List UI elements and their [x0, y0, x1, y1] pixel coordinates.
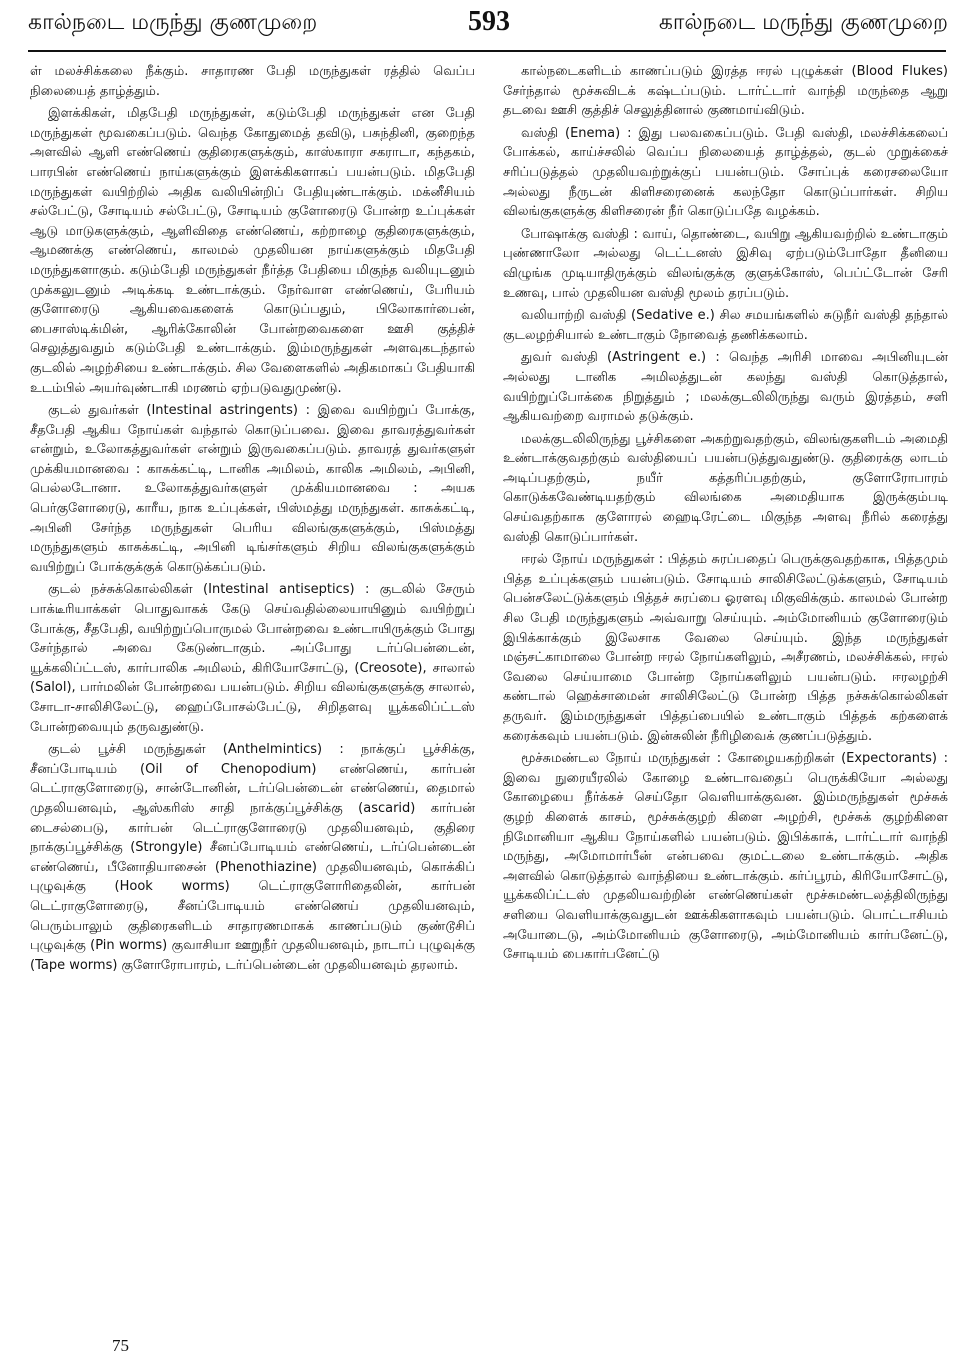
page-header: [28, 6, 948, 46]
paragraph: மலக்குடலிலிருந்து பூச்சிகளை அகற்றுவதற்கும், விலங்குகளிடம் அமைதி உண்டாக்குவதற்கும் வஸ்தியைப் பயன்படுத்துவதுண்டு. குதிரைக்கு லாடம் அடிப்பதற்கும், நயீர் கத்தரிப்பதற்கும், குளோரோபாரம் கொடுக்கவேண்டியதற்கும் விலங்கை அமைதியாக இருக்கும்படி செய்வதற்காக குளோரல் ஹைடிரேட்டை மிகுந்த அளவு நீரில் கரைத்து வஸ்தி கொடுப்பார்கள்.: [503, 431, 948, 545]
paragraph: ள் மலச்சிக்கலை நீக்கும். சாதாரண பேதி மருந்துகள் ரத்தில் வெப்ப நிலையைத் தாழ்த்தும்.: [30, 64, 475, 99]
paragraph: இளக்கிகள், மிதபேதி மருந்துகள், கடும்பேதி மருந்துகள் என பேதி மருந்துகள் மூவகைப்படும். வெந்த கோதுமைத் தவிடு, பசுந்தினி, குறைந்த அளவில் ஆளி எண்ணெய் குதிரைகளுக்கும், காஸ்காரா சகராடா, கந்தகம், பாரபின் எண்ணெய் நாய்களுக்கும் இளக்கிகளாகப் பயன்படும். மிதபேதி மருந்துகள் வயிற்றில் அதிக வலியின்றிப் பேதியுண்டாக்கும். மக்னீசியம் சல்பேட்டு, சோடியம் சல்பேட்டு, சோடியம் குளோரைடு போன்ற உப்புக்கள் ஆடு மாடுகளுக்கும், ஆளிவிதை எண்ணெய், கற்றாழை குதிரைகளுக்கும், ஆமணக்கு எண்ணெய், காலமல் முதலியன நாய்களுக்கும் மிதபேதி மருந்துகளாகும். கடும்பேதி மருந்துகள் நீர்த்த பேதியை மிகுந்த வலியுடனும் முக்கலுடனும் அடிக்கடி உண்டாக்கும். நேர்வாள எண்ணெய், பேரியம் குளோரைடு ஆகியவைகளைக் கொடுப்பதும், பிலோகார்பைன், பைசாஸ்டிக்மின், ஆரிக்கோலின் போன்றவைகளை ஊசி குத்திச் செலுத்துவதும் கடும்பேதி உண்டாக்கும். இம்மருந்துகள் அளவுகடந்தால் குடலில் அழற்சியை உண்டாக்கும். சில வேளைகளில் அதிகமாகப் பேதியாகி உடம்பில் அயர்வுண்டாகி மரணம் ஏற்படுவதுமுண்டு.: [30, 106, 475, 396]
paragraph: ஈரல் நோய் மருந்துகள் : பித்தம் சுரப்பதைப் பெருக்குவதற்காக, பித்தமும் பித்த உப்புக்களும் பயன்படும். சோடியம் சாலிசிலேட்டுக்களும், சோடியம் பென்சலேட்டுக்களும் பித்தச் சுரப்பை ஓரளவு மிகுவிக்கும். காலமல் போன்ற சில பேதி மருந்துகளும் அவ்வாறு செய்யும். அம்மோனியம் குளோரைடும் இபிக்காக்கும் இலேசாக வேலை செய்யும். இந்த மருந்துகள் மஞ்சட்காமாலை போன்ற ஈரல் நோய்களிலும், அசீரணம், மலச்சிக்கல், ஈரல் வேலை செய்யாமை போன்ற நோய்களிலும் பயன்படும். ஈரலழற்சி கண்டால் ஹெக்சாமைன் சாலிசிலேட்டு போன்ற பித்த நச்சுக்கொல்லிகள் தருவர். இம்மருந்துகள் பித்தப்பையில் உண்டாகும் பித்தக் கற்களைக் கரைக்கவும் பயன்படும். இன்சுலின் நீரிழிவைக் குணப்படுத்தும்.: [503, 552, 948, 744]
page-number: 593: [468, 6, 510, 37]
paragraph: மூச்சுமண்டல நோய் மருந்துகள் : கோழையகற்றிகள் (Expectorants) : இவை நுரையீரலில் கோழை உண்டாவதைப் பெருக்கியோ அல்லது கோழையை நீர்க்கச் செய்தோ வெளியாக்குவன. இம்மருந்துகள் மூச்சுக் குழற் கிளைக் காசம், மூச்சுக்குழற் கிளை அழற்சி, மூச்சுக் குழற்கிளை நிமோனியா ஆகிய நோய்களில் பயன்படும். இபிக்காக், டார்ட்டார் வாந்தி மருந்து, அமோமார்பீன் என்பவை குமட்டலை உண்டாக்கும். அதிக அளவில் கொடுத்தால் வாந்தியை உண்டாக்கும். கர்ப்பூரம், கிரியோசோட்டு, யூக்கலிப்ட்டஸ் முதலியவற்றின் எண்ணெய்கள் மூச்சுமண்டலத்திலிருந்து சளியை வெளியாக்குவதுடன் ஊக்கிகளாகவும் பயன்படும். பொட்டாசியம் அயோடைடு, அம்மோனியம் குளோரைடு, அம்மோனியம் கார்பனேட்டு, சோடியம் பைகார்பனேட்டு: [503, 751, 948, 963]
paragraph: குடல் நச்சுக்கொல்லிகள் (Intestinal antiseptics) : குடலில் சேரும் பாக்டீரியாக்கள் பொதுவாகக் கேடு செய்வதில்லையாயினும் வயிற்றுப் போக்கு, சீதபேதி, வயிற்றுப்பொருமல் போன்றவை உண்டாயிருக்கும் போது சேர்ந்தால் அவை கேடுண்டாகும். அப்போது டர்ப்பென்டைன், யூக்கலிப்ட்டஸ், கார்பாலிக அமிலம், கிரியோசோட்டு, (Creosote), சாலால் (Salol), பார்மலின் போன்றவை பயன்படும். சிறிய விலங்குகளுக்கு சாலால், சோடா-சாலிசிலேட்டு, ஹைப்போசல்பேட்டு, சிறிதளவு யூக்கலிப்ட்டஸ் போன்றவையும் தருவதுண்டு.: [30, 582, 475, 735]
paragraph: குடல் துவர்கள் (Intestinal astringents) : இவை வயிற்றுப் போக்கு, சீதபேதி ஆகிய நோய்கள் வந்தால் கொடுப்பவை. இவை தாவரத்துவர்கள் என்றும், உலோகத்துவர்கள் என்றும் இருவகைப்படும். தாவரத் துவர்களுள் முக்கியமானவை : காசுக்கட்டி, டானிக அமிலம், காலிக அமிலம், அபினி, பெல்லடோனா. உலோகத்துவர்களுள் முக்கியமானவை : அயக பெர்குளோரைடு, காரீய, நாக உப்புக்கள், பிஸ்மத்து மருந்துகள். காசுக்கட்டி, அபினி சேர்ந்த மருந்துகள் பெரிய விலங்குகளுக்கும், பிஸ்மத்து மருந்துகளும் காசுக்கட்டி, அபினி டிங்சர்களும் சிறிய விலங்குகளுக்கும் வயிற்றுப் போக்குக்குக் கொடுக்கப்படும்.: [30, 403, 475, 575]
running-title-right: கால்நடை மருந்து குணமுறை: [658, 10, 948, 35]
paragraph: போஷாக்கு வஸ்தி : வாய், தொண்டை, வயிறு ஆகியவற்றில் உண்டாகும் புண்ணாலோ அல்லது டெட்டனஸ் இசிவு ஏற்படும்போதோ தீனியை விழுங்க முடியாதிருக்கும் விலங்குக்கு குளுக்கோஸ், பெப்ட்டோன் சேரி உணவு, பால் முதலியன வஸ்தி மூலம் தரப்படும்.: [503, 226, 948, 301]
paragraph: வஸ்தி (Enema) : இது பலவகைப்படும். பேதி வஸ்தி, மலச்சிக்கலைப் போக்கல், காய்ச்சலில் வெப்ப நிலையைத் தாழ்த்தல், குடல் முறுக்கைச் சரிப்படுத்தல் முதலியவற்றுக்குப் பயன்படும். சோப்புக் கரைசலையோ அல்லது நீருடன் கிளிசரைனைக் கலந்தோ கொடுப்பார்கள். சிறிய விலங்குகளுக்கு கிளிசரைன் நீர் கொடுப்பதே வழக்கம்.: [503, 125, 948, 220]
footer-page-mark: 75: [112, 1336, 129, 1355]
paragraph: துவர் வஸ்தி (Astringent e.) : வெந்த அரிசி மாவை அபினியுடன் அல்லது டானிக அமிலத்துடன் கலந்து வஸ்தி கொடுத்தால், வயிற்றுப்போக்கை நிறுத்தும் ; மலக்குடலிலிருந்து வரும் இரத்தம், சளி ஆகியவற்றை வராமல் தடுக்கும்.: [503, 350, 948, 425]
paragraph: குடல் பூச்சி மருந்துகள் (Anthelmintics) : நாக்குப் பூச்சிக்கு, சீனப்போடியம் (Oil of Chenopodium) எண்ணெய், கார்பன் டெட்ராகுளோரைடு, சான்டோனின், டர்ப்பென்டைன் எண்ணெய், தைமால் முதலியனவும், ஆஸ்கரிஸ் சாதி நாக்குப்பூச்சிக்கு (ascarid) கார்பன் டைசல்பைடு, கார்பன் டெட்ராகுளோரைடு முதலியனவும், குதிரை நாக்குப்பூச்சிக்கு (Strongyle) சீனப்போடியம் எண்ணெய், டர்ப்பென்டைன் எண்ணெய், பீனோதியாசைன் (Phenothiazine) முதலியனவும், கொக்கிப் புழுவுக்கு (Hook worms) டெட்ராகுளோரிதைலின், கார்பன் டெட்ராகுளோரைடு, சீனப்போடியம் எண்ணெய் முதலியனவும், பெரும்பாலும் குதிரைகளிடம் சாதாரணமாகக் காணப்படும் குண்டூசிப் புழுவுக்கு (Pin worms) குவாசியா ஊறுநீர் முதலியனவும், நாடாப் புழுவுக்கு (Tape worms) குளோரோபாரம், டர்ப்பென்டைன் முதலியனவும் தரலாம்.: [30, 742, 475, 973]
paragraph: கால்நடைகளிடம் காணப்படும் இரத்த ஈரல் புழுக்கள் (Blood Flukes) சேர்ந்தால் மூச்சுவிடக் கஷ்டப்படும். டார்ட்டார் வாந்தி மருந்தை ஆறு தடவை ஊசி குத்திச் செலுத்தினால் குணமாய்விடும்.: [503, 64, 948, 119]
left-column: [30, 62, 475, 978]
paragraph: வலியாற்றி வஸ்தி (Sedative e.) சில சமயங்களில் சுடுநீர் வஸ்தி தந்தால் குடலழற்சியால் உண்டாகும் நோவைத் தணிக்கலாம்.: [503, 308, 948, 343]
running-title-left: கால்நடை மருந்து குணமுறை: [28, 10, 318, 35]
header-rule: [28, 50, 946, 52]
right-column: [503, 62, 948, 968]
